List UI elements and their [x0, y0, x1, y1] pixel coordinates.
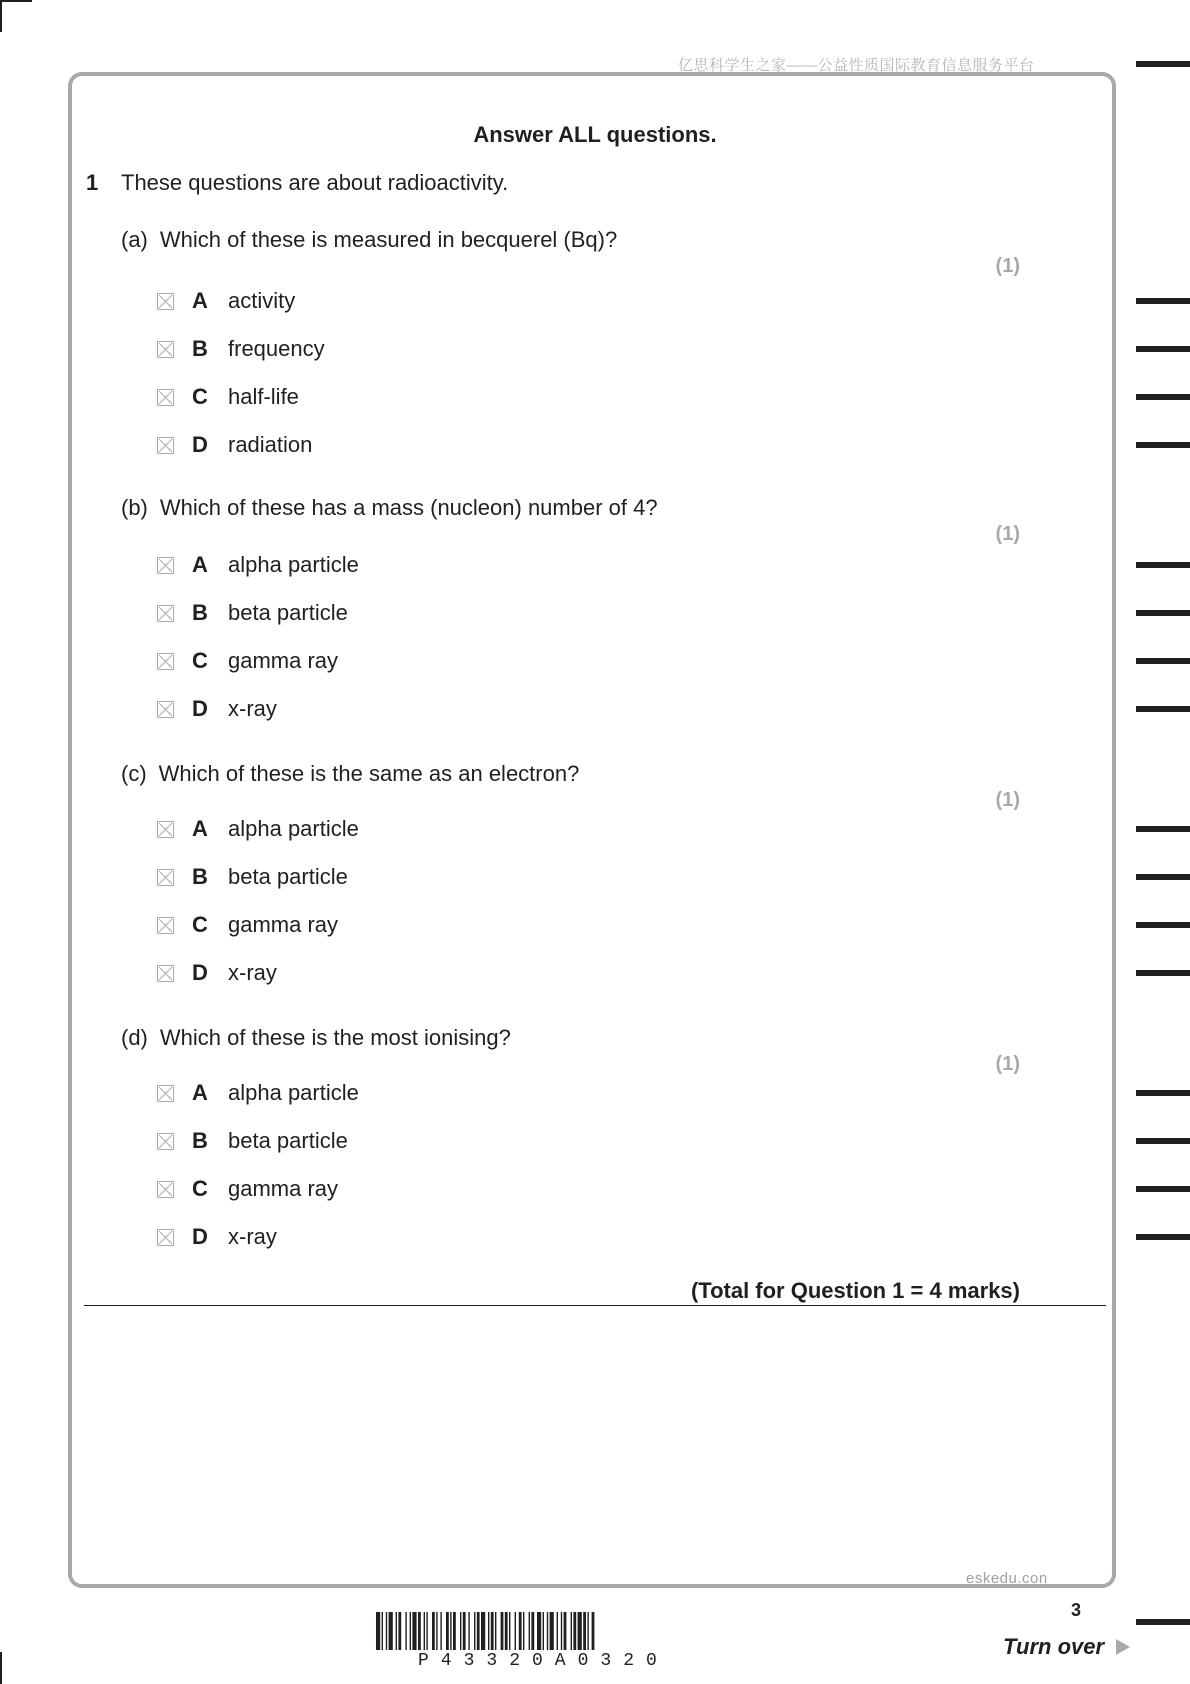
option-letter: A: [192, 816, 208, 841]
scan-mark: [1136, 922, 1190, 928]
option-c[interactable]: [157, 383, 299, 411]
checkbox-icon[interactable]: [157, 557, 174, 574]
checkbox-icon[interactable]: [157, 917, 174, 934]
question-part-c: [121, 761, 1021, 787]
checkbox-icon[interactable]: [157, 821, 174, 838]
checkbox-icon[interactable]: [157, 1229, 174, 1246]
scan-mark: [1136, 562, 1190, 568]
option-letter: C: [192, 384, 208, 409]
option-letter: D: [192, 696, 208, 721]
option-c[interactable]: [157, 911, 338, 939]
option-text: x-ray: [228, 1224, 277, 1249]
option-letter: A: [192, 1080, 208, 1105]
scan-mark: [1136, 1186, 1190, 1192]
option-d[interactable]: [157, 1223, 277, 1251]
checkbox-icon[interactable]: [157, 437, 174, 454]
checkbox-icon[interactable]: [157, 965, 174, 982]
part-text: Which of these is measured in becquerel (Bq)?: [159, 227, 618, 252]
option-text: gamma ray: [228, 1176, 339, 1201]
checkbox-icon[interactable]: [157, 1181, 174, 1198]
arrow-right-icon: [1116, 1639, 1130, 1655]
mark-allocation: (1): [995, 789, 1020, 811]
option-letter: B: [192, 336, 208, 361]
option-text: alpha particle: [228, 552, 359, 577]
checkbox-icon[interactable]: [157, 869, 174, 886]
scan-mark: [1136, 658, 1190, 664]
part-label: (d): [121, 1025, 148, 1050]
question-stem: These questions are about radioactivity.: [121, 170, 509, 195]
checkbox-icon[interactable]: [157, 293, 174, 310]
option-text: activity: [228, 288, 296, 313]
option-a[interactable]: [157, 1079, 359, 1107]
option-c[interactable]: [157, 1175, 338, 1203]
mark-allocation: (1): [995, 255, 1020, 277]
scan-mark: [1136, 1138, 1190, 1144]
crop-mark-bottom: [0, 1652, 2, 1684]
option-letter: D: [192, 432, 208, 457]
turn-over: [1003, 1634, 1130, 1660]
option-text: alpha particle: [228, 816, 359, 841]
scan-mark: [1136, 610, 1190, 616]
scan-mark: [1136, 1619, 1190, 1625]
option-letter: C: [192, 648, 208, 673]
option-text: radiation: [228, 432, 313, 457]
option-text: beta particle: [228, 864, 348, 889]
option-letter: D: [192, 1224, 208, 1249]
scan-mark: [1136, 1234, 1190, 1240]
option-a[interactable]: [157, 815, 359, 843]
scan-mark: [1136, 826, 1190, 832]
question-number: 1: [86, 170, 99, 195]
option-text: gamma ray: [228, 912, 339, 937]
option-b[interactable]: [157, 863, 348, 891]
part-label: (b): [121, 495, 148, 520]
scan-mark: [1136, 970, 1190, 976]
option-text: beta particle: [228, 600, 348, 625]
scan-mark: [1136, 61, 1190, 67]
checkbox-icon[interactable]: [157, 605, 174, 622]
checkbox-icon[interactable]: [157, 1085, 174, 1102]
scan-mark: [1136, 298, 1190, 304]
crop-mark-top-h: [0, 0, 32, 2]
checkbox-icon[interactable]: [157, 389, 174, 406]
question-part-d: [121, 1025, 1021, 1051]
divider: [84, 1305, 1106, 1306]
option-d[interactable]: [157, 695, 277, 723]
turn-over-label: Turn over: [1003, 1634, 1105, 1659]
scan-mark: [1136, 706, 1190, 712]
mark-allocation: (1): [995, 523, 1020, 545]
checkbox-icon[interactable]: [157, 653, 174, 670]
option-a[interactable]: [157, 551, 359, 579]
footer-watermark: eskedu.con: [966, 1570, 1048, 1587]
checkbox-icon[interactable]: [157, 701, 174, 718]
question-part-b: [121, 495, 1021, 521]
option-c[interactable]: [157, 647, 338, 675]
scan-mark: [1136, 1090, 1190, 1096]
option-letter: B: [192, 1128, 208, 1153]
option-letter: C: [192, 1176, 208, 1201]
scan-mark: [1136, 346, 1190, 352]
option-b[interactable]: [157, 335, 325, 363]
question-total: (Total for Question 1 = 4 marks): [690, 1278, 1020, 1303]
part-text: Which of these has a mass (nucleon) number of 4?: [159, 495, 658, 520]
question-part-a: [121, 227, 1021, 253]
part-label: (c): [121, 761, 147, 786]
page-number: 3: [1071, 1600, 1082, 1620]
option-d[interactable]: [157, 431, 312, 459]
option-text: half-life: [228, 384, 299, 409]
option-letter: C: [192, 912, 208, 937]
option-d[interactable]: [157, 959, 277, 987]
option-b[interactable]: [157, 599, 348, 627]
scan-mark: [1136, 394, 1190, 400]
crop-mark-top: [0, 0, 2, 32]
checkbox-icon[interactable]: [157, 1133, 174, 1150]
barcode-number: P43320A0320: [418, 1651, 669, 1671]
instruction-heading: Answer ALL questions.: [473, 122, 717, 147]
part-text: Which of these is the most ionising?: [159, 1025, 511, 1050]
option-letter: B: [192, 864, 208, 889]
scan-mark: [1136, 874, 1190, 880]
option-letter: A: [192, 288, 208, 313]
part-text: Which of these is the same as an electron?: [158, 761, 580, 786]
option-text: x-ray: [228, 960, 277, 985]
option-a[interactable]: [157, 287, 295, 315]
option-b[interactable]: [157, 1127, 348, 1155]
part-label: (a): [121, 227, 148, 252]
option-letter: A: [192, 552, 208, 577]
option-text: alpha particle: [228, 1080, 359, 1105]
scan-mark: [1136, 442, 1190, 448]
mark-allocation: (1): [995, 1053, 1020, 1075]
option-text: x-ray: [228, 696, 277, 721]
option-letter: B: [192, 600, 208, 625]
option-text: gamma ray: [228, 648, 339, 673]
option-text: frequency: [228, 336, 325, 361]
checkbox-icon[interactable]: [157, 341, 174, 358]
header-watermark: 亿思科学生之家——公益性质国际教育信息服务平台: [678, 57, 1035, 74]
option-text: beta particle: [228, 1128, 348, 1153]
option-letter: D: [192, 960, 208, 985]
